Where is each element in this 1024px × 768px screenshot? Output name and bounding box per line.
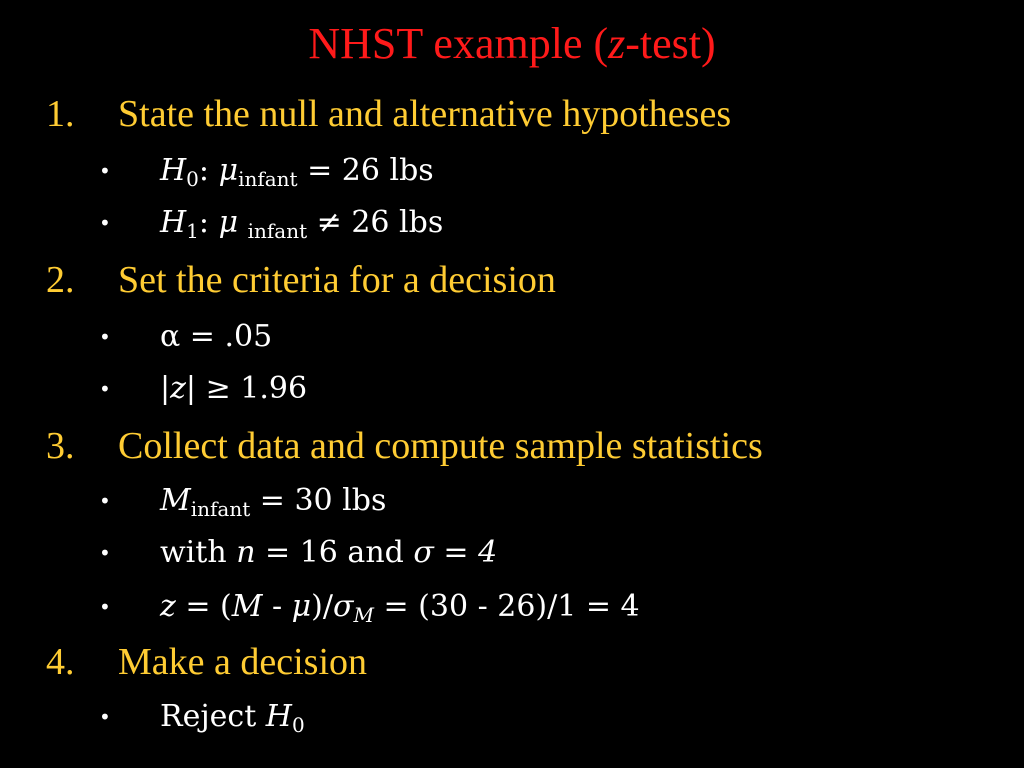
bullet-marker: • [99,159,111,183]
step-number: 1. [46,93,75,135]
step-number: 2. [46,259,75,301]
bullet-text: α = .05 [160,319,273,354]
step-number: 4. [46,641,75,683]
bullet-text: |z| ≥ 1.96 [160,371,308,406]
bullet-marker: • [99,541,111,565]
step-text: State the null and alternative hypotheses [118,93,732,135]
step-text: Collect data and compute sample statistics [118,425,763,467]
bullet-marker: • [99,377,111,401]
bullet-text: $M_{infant} = 30$ lbs [160,483,387,521]
bullet-text: $z = (M - \mu)/\sigma_M = (30 - 26)/1 = 4$ [160,589,640,627]
bullet-text: with n = 16 and σ = 4 [160,535,498,570]
step-text: Set the criteria for a decision [118,259,556,301]
step-number: 3. [46,425,75,467]
bullet-text: Reject $H_0$ [160,699,305,737]
bullet-marker: • [99,325,111,349]
bullet-marker: • [99,211,111,235]
bullet-marker: • [99,705,111,729]
bullet-text: $H_1$: μ $_{infant}$ ≠ 26 lbs [160,205,444,243]
bullet-text: $H_0$: $\mu_{infant} = 26$ lbs [160,153,434,191]
title-suffix: -test) [625,19,716,68]
bullet-marker: • [99,489,111,513]
title-prefix: NHST example ( [308,19,609,68]
bullet-marker: • [99,595,111,619]
title-variable: z [608,19,626,68]
step-text: Make a decision [118,641,368,683]
